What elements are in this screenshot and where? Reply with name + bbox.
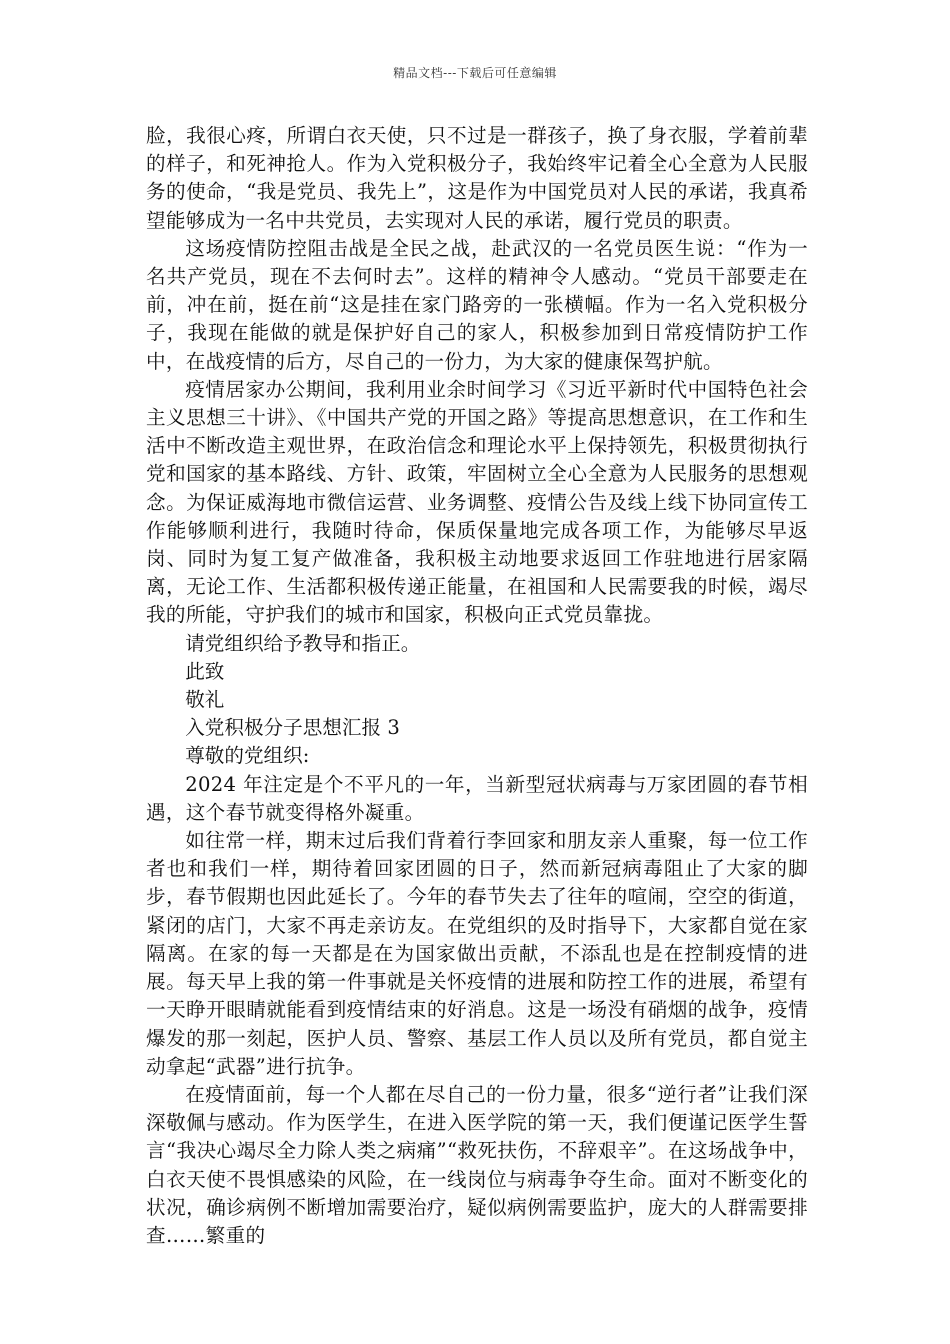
paragraph-continuation: 脸，我很心疼，所谓白衣天使，只不过是一群孩子，换了身衣服，学着前辈的样子，和死神抢人。作为入党积极分子，我始终牢记着全心全意为人民服务的使命，“我是党员、我先上”，这是作为中国党员对人民的承诺，我真希望能够成为一名中共党员，去实现对人民的承诺，履行党员的职责。 bbox=[146, 124, 808, 232]
paragraph: 2024 年注定是个不平凡的一年，当新型冠状病毒与万家团圆的春节相遇，这个春节就变得格外凝重。 bbox=[146, 772, 808, 824]
page-header: 精品文档---下载后可任意编辑 bbox=[393, 66, 557, 80]
closing-request: 请党组织给予教导和指正。 bbox=[185, 631, 421, 655]
paragraph: 如往常一样，期末过后我们背着行李回家和朋友亲人重聚，每一位工作者也和我们一样，期待着回家团圆的日子，然而新冠病毒阻止了大家的脚步，春节假期也因此延长了。今年的春节失去了往年的喧闹，空空的街道，紧闭的店门，大家不再走亲访友。在党组织的及时指导下，大家都自觉在家隔离。在家的每一天都是在为国家做出贡献，不添乱也是在控制疫情的进展。每天早上我的第一件事就是关怀疫情的进展和防控工作的进展，希望有一天睁开眼睛就能看到疫情结束的好消息。这是一场没有硝烟的战争，疫情爆发的那一刻起，医护人员、警察、基层工作人员以及所有党员，都自觉主动拿起“武器”进行抗争。 bbox=[146, 829, 808, 1078]
document-body bbox=[146, 122, 808, 1250]
paragraph: 这场疫情防控阻击战是全民之战，赴武汉的一名党员医生说：“作为一名共产党员，现在不去何时去”。这样的精神令人感动。“党员干部要走在前，冲在前，挺在前“这是挂在家门路旁的一张横幅。作为一名入党积极分子，我现在能做的就是保护好自己的家人，积极参加到日常疫情防护工作中，在战疫情的后方，尽自己的一份力，为大家的健康保驾护航。 bbox=[146, 236, 808, 373]
salutation-jingli: 敬礼 bbox=[185, 688, 225, 712]
letter-greeting: 尊敬的党组织: bbox=[185, 744, 310, 768]
paragraph: 在疫情面前，每一个人都在尽自己的一份力量，很多“逆行者”让我们深深敬佩与感动。作为医学生，在进入医学院的第一天，我们便谨记医学生誓言“我决心竭尽全力除人类之病痛”“救死扶伤，不辞艰辛”。在这场战争中，白衣天使不畏惧感染的风险，在一线岗位与病毒争夺生命。面对不断变化的状况，确诊病例不断增加需要治疗，疑似病例需要监护，庞大的人群需要排查……繁重的 bbox=[146, 1082, 808, 1247]
section-title: 入党积极分子思想汇报 3 bbox=[185, 716, 400, 740]
paragraph: 疫情居家办公期间，我利用业余时间学习《习近平新时代中国特色社会主义思想三十讲》、《中国共产党的开国之路》等提高思想意识，在工作和生活中不断改造主观世界，在政治信念和理论水平上保持领先，积极贯彻执行党和国家的基本路线、方针、政策，牢固树立全心全意为人民服务的思想观念。为保证威海地市微信运营、业务调整、疫情公告及线上线下协同宣传工作能够顺利进行，我随时待命，保质保量地完成各项工作，为能够尽早返岗、同时为复工复产做准备，我积极主动地要求返回工作驻地进行居家隔离，无论工作、生活都积极传递正能量，在祖国和人民需要我的时候，竭尽我的所能，守护我们的城市和国家，积极向正式党员靠拢。 bbox=[146, 377, 808, 627]
salutation-cizhi: 此致 bbox=[185, 659, 225, 683]
